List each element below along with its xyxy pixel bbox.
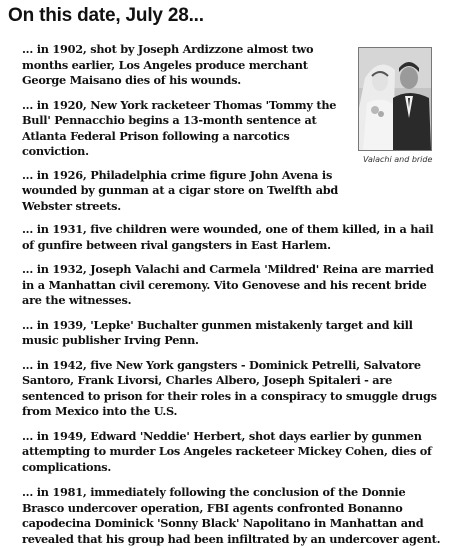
list-item: ... in 1931, five children were wounded, one of them killed, in a hail of gunfire between rival gangsters in East Harlem.: [22, 222, 434, 252]
list-item: ... in 1981, immediately following the conclusion of the Donnie Brasco undercover operation, FBI agents confronted Bonanno capodecina Dominick 'Sonny Black' Napolitano in Manhattan and revealed that his group had been infiltrated by an undercover agent.: [22, 485, 441, 546]
page-title: On this date, July 28...: [8, 5, 204, 26]
list-item: ... in 1942, five New York gangsters - Dominick Petrelli, Salvatore Santoro, Frank Livorsi, Charles Albero, Joseph Spitaleri - are sentenced to prison for their roles in a conspiracy to smuggle drugs from Mexico into the U.S.: [22, 357, 437, 418]
photo-caption: Valachi and bride: [363, 155, 433, 164]
list-item: ... in 1902, shot by Joseph Ardizzone almost two months earlier, Los Angeles produce merchant George Maisano dies of his wounds.: [22, 42, 314, 87]
list-item: ... in 1926, Philadelphia crime figure John Avena is wounded by gunman at a cigar store on Twelfth abd Webster streets.: [22, 167, 339, 213]
wedding-photo: [358, 47, 432, 151]
list-item: ... in 1939, 'Lepke' Buchalter gunmen mistakenly target and kill music publisher Irving Penn.: [22, 317, 413, 347]
list-item: ... in 1932, Joseph Valachi and Carmela 'Mildred' Reina are married in a Manhattan civil ceremony. Vito Genovese and his recent bride are the witnesses.: [22, 262, 434, 307]
list-item: ... in 1920, New York racketeer Thomas 'Tommy the Bull' Pennacchio begins a 13-month sentence at Atlanta Federal Prison following a narcotics conviction.: [22, 97, 337, 158]
list-item: ... in 1949, Edward 'Neddie' Herbert, shot days earlier by gunmen attempting to murder Los Angeles racketeer Mickey Cohen, dies of complications.: [22, 428, 432, 474]
